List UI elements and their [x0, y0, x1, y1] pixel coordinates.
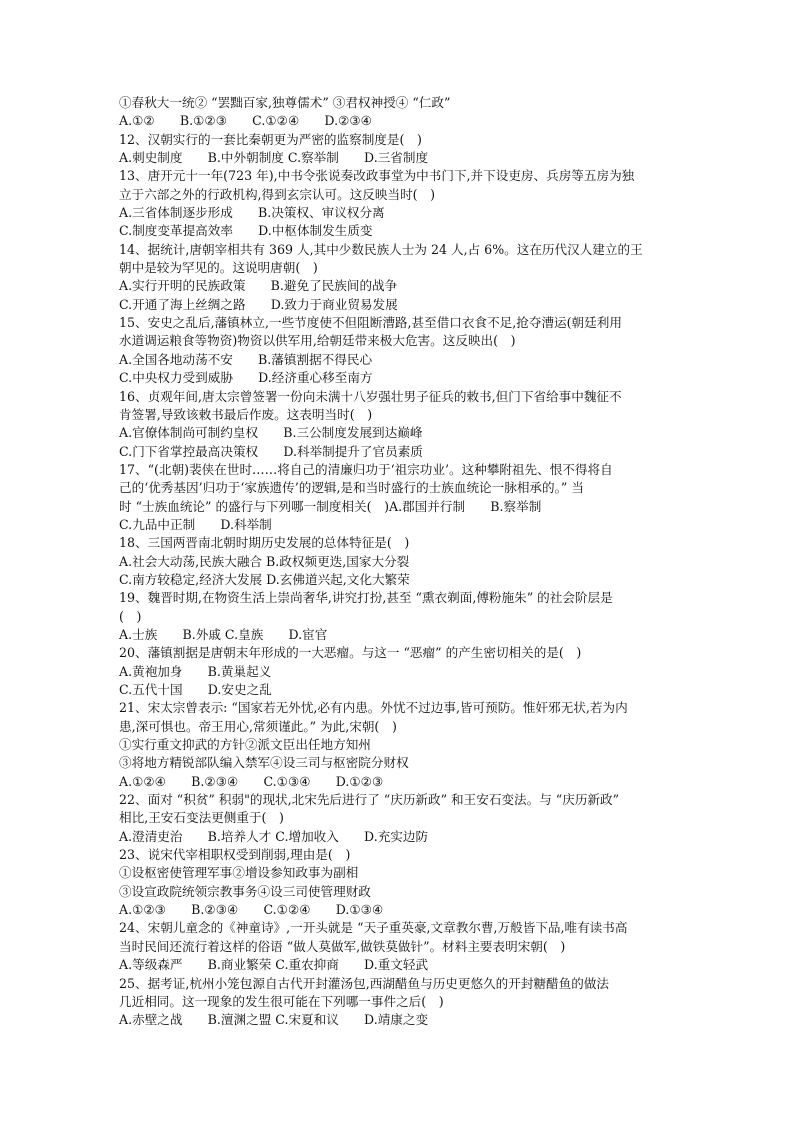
text-line: C.门下省掌控最高决策权 D.科举制提升了官员素质 [119, 443, 423, 459]
text-line: A.等级森严 B.商业繁荣 C.重农抑商 D.重文轻武 [119, 957, 429, 973]
text-line: 肯签署,导致该敕书最后作废。这表明当时( ) [119, 406, 373, 422]
text-line: 22、面对 “积贫” 积弱"的现状,北宋先后进行了 “庆历新政” 和王安石变法。与 “庆历新政” [119, 792, 620, 808]
text-line: 14、据统计,唐朝宰相共有 369 人,其中少数民族人士为 24 人,占 6%。这在历代汉人建立的王 [119, 241, 643, 257]
text-line: A.刺史制度 B.中外朝制度 C.察举制 D.三省制度 [119, 150, 429, 166]
text-line: A.①②④ B.②③④ C.①③④ D.①②③ [119, 773, 384, 789]
text-line: 21、宋太宗曾表示: “国家若无外忧,必有内患。外忧不过边事,皆可预防。惟奸邪无状,若为内 [119, 700, 628, 716]
text-line: ①设枢密使管理军事②增设参知政事为副相 [119, 865, 359, 881]
text-line: ①春秋大一统② “罢黜百家,独尊儒术” ③君权神授④ “仁政” [119, 95, 451, 110]
text-line: A.全国各地动荡不安 B.藩镇割据不得民心 [119, 351, 373, 367]
text-line: 患,深可惧也。帝王用心,常须谨此。” 为此,宋朝( ) [119, 718, 397, 734]
text-line: A.澄清吏治 B.培养人才 C.增加收入 D.充实边防 [119, 828, 429, 844]
text-line: A.三省体制逐步形成 B.决策权、审议权分离 [119, 205, 385, 221]
text-line: 24、宋朝儿童念的《神童诗》,一开头就是 “天子重英豪,文章教尔曹,万般皆下品,唯有读书高 [119, 920, 628, 936]
text-line: A.①②③ B.②③④ C.①②④ D.①③④ [119, 902, 384, 918]
text-line: C.南方较稳定,经济大发展 D.玄佛道兴起,文化大繁荣 [119, 571, 410, 587]
text-line: 朝中是较为罕见的。这说明唐朝( ) [119, 260, 318, 276]
text-line: ①实行重文抑武的方针②派文臣出任地方知州 [119, 737, 371, 753]
text-line: 己的‘优秀基因’归功于‘家族遗传’的逻辑,是和当时盛行的士族血统论一脉相承的。” 当 [119, 480, 584, 496]
exam-page [119, 94, 679, 1030]
text-line: ③将地方精锐部队编入禁军④设三司与枢密院分财权 [119, 755, 409, 771]
text-line: 12、汉朝实行的一套比秦朝更为严密的监察制度是( ) [119, 131, 422, 147]
text-line: C.九品中正制 D.科举制 [119, 516, 272, 532]
text-line: A.赤壁之战 B.澶渊之盟 C.宋夏和议 D.靖康之变 [119, 1012, 429, 1028]
text-line: 时 “士族血统论” 的盛行与下列哪一制度相关( )A.郡国并行制 B.察举制 [119, 498, 542, 514]
text-line: 立于六部之外的行政机构,得到玄宗认可。这反映当时( ) [119, 186, 436, 202]
text-line: A.黄袍加身 B.黄巢起义 [119, 663, 272, 679]
text-line: A.官僚体制尚可制约皇权 B.三公制度发展到达巅峰 [119, 425, 423, 441]
text-line: C.中央权力受到威胁 D.经济重心移至南方 [119, 370, 373, 386]
text-line: 水道调运粮食等物资)物资以供军用,给朝廷带来极大危害。这反映出( ) [119, 333, 516, 349]
text-line: A.社会大动荡,民族大融合 B.政权频更迭,国家大分裂 [119, 553, 410, 569]
text-line: 25、据考证,杭州小笼包源自古代开封灌汤包,西湖醋鱼与历史更悠久的开封糖醋鱼的做法 [119, 975, 610, 991]
text-line: 相比,王安石变法更侧重于( ) [119, 810, 284, 826]
text-line: 15、安史之乱后,藩镇林立,一些节度使不但阻断漕路,甚至借口衣食不足,抢夺漕运(朝廷利用 [119, 315, 622, 331]
text-line: A.①② B.①②③ C.①②④ D.②③④ [119, 113, 372, 129]
text-line: 当时民间还流行着这样的俗语 “做人莫做军,做铁莫做针”。材料主要表明宋朝( ) [119, 938, 566, 954]
text-line: 20、藩镇割据是唐朝末年形成的一大恶瘤。与这一 “恶瘤” 的产生密切相关的是( ) [119, 645, 582, 661]
text-line: 13、唐开元十一年(723 年),中书令张说奏改政事堂为中书门下,并下设吏房、兵房等五房为独 [119, 168, 635, 184]
text-line: C.五代十国 D.安史之乱 [119, 682, 272, 697]
text-line: ( ) [119, 608, 142, 624]
text-line: C.开通了海上丝绸之路 D.致力于商业贸易发展 [119, 296, 398, 312]
text-line: 19、魏晋时期,在物资生活上崇尚奢华,讲究打扮,甚至 “熏衣剃面,傅粉施朱” 的社会阶层是 [119, 590, 613, 606]
text-line: ③设宣政院统领宗教事务④设三司使管理财政 [119, 883, 371, 899]
text-line: 16、贞观年间,唐太宗曾签署一份向未满十八岁强壮男子征兵的敕书,但门下省给事中魏征不 [119, 388, 622, 404]
text-line: 18、三国两晋南北朝时期历史发展的总体特征是( ) [119, 535, 410, 551]
text-line: 17、“(北朝)裴侠在世时……将自己的清廉归功于‘祖宗功业’。这种攀附祖先、恨不得将自 [119, 461, 613, 477]
text-line: 23、说宋代宰相职权受到削弱,理由是( ) [119, 847, 351, 863]
text-line: 几近相同。这一现象的发生很可能在下列哪一事件之后( ) [119, 993, 444, 1009]
text-line: A.士族 B.外戚 C.皇族 D.宦官 [119, 626, 328, 642]
text-line: A.实行开明的民族政策 B.避免了民族间的战争 [119, 278, 398, 294]
text-line: C.制度变革提高效率 D.中枢体制发生质变 [119, 223, 373, 239]
